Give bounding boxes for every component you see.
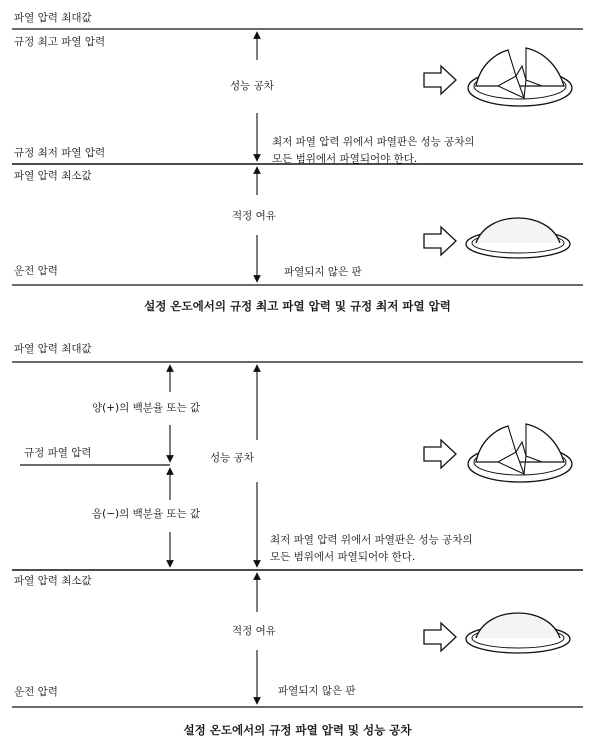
burst-note: [272, 134, 475, 168]
unburst-disc-label: 파열되지 않은 판: [284, 266, 362, 278]
intact-disc-icon: [466, 218, 570, 258]
burst-note-line1: 최저 파열 압력 위에서 파열판은 성능 공차의: [270, 534, 473, 546]
min-burst-pressure-label: 파열 압력 최소값: [14, 575, 92, 587]
min-burst-pressure-label: 파열 압력 최소값: [14, 170, 92, 182]
performance-tolerance-label: 성능 공차: [210, 452, 254, 464]
max-burst-pressure-label: 파열 압력 최대값: [14, 12, 92, 24]
burst-note-line2: 모든 범위에서 파열되어야 한다.: [272, 153, 418, 165]
negative-percent-label: 음(−)의 백분율 또는 값: [92, 508, 201, 520]
burst-note-line2: 모든 범위에서 파열되어야 한다.: [270, 551, 416, 563]
spec-min-burst-pressure-label: 규정 최저 파열 압력: [14, 147, 106, 159]
hollow-right-arrow-icon: [424, 440, 456, 468]
performance-tolerance-label: 성능 공차: [230, 80, 274, 92]
operating-pressure-label: 운전 압력: [14, 265, 58, 277]
caption-2: 설정 온도에서의 규정 파열 압력 및 성능 공차: [183, 723, 412, 737]
caption-1: 설정 온도에서의 규정 최고 파열 압력 및 규정 최저 파열 압력: [144, 299, 451, 313]
burst-disc-icon: [468, 48, 572, 106]
positive-percent-label: 양(+)의 백분율 또는 값: [92, 402, 201, 414]
intact-disc-icon: [466, 613, 570, 653]
spec-burst-pressure-label: 규정 파열 압력: [24, 447, 92, 459]
hollow-right-arrow-icon: [424, 66, 456, 94]
burst-note: [270, 532, 473, 566]
proper-margin-label: 적정 여유: [232, 625, 276, 637]
proper-margin-label: 적정 여유: [232, 210, 276, 222]
unburst-disc-label: 파열되지 않은 판: [278, 685, 356, 697]
max-burst-pressure-label: 파열 압력 최대값: [14, 343, 92, 355]
operating-pressure-label: 운전 압력: [14, 686, 58, 698]
spec-max-burst-pressure-label: 규정 최고 파열 압력: [14, 36, 106, 48]
hollow-right-arrow-icon: [424, 227, 456, 255]
burst-disc-icon: [468, 424, 572, 482]
hollow-right-arrow-icon: [424, 623, 456, 651]
burst-note-line1: 최저 파열 압력 위에서 파열판은 성능 공차의: [272, 136, 475, 148]
